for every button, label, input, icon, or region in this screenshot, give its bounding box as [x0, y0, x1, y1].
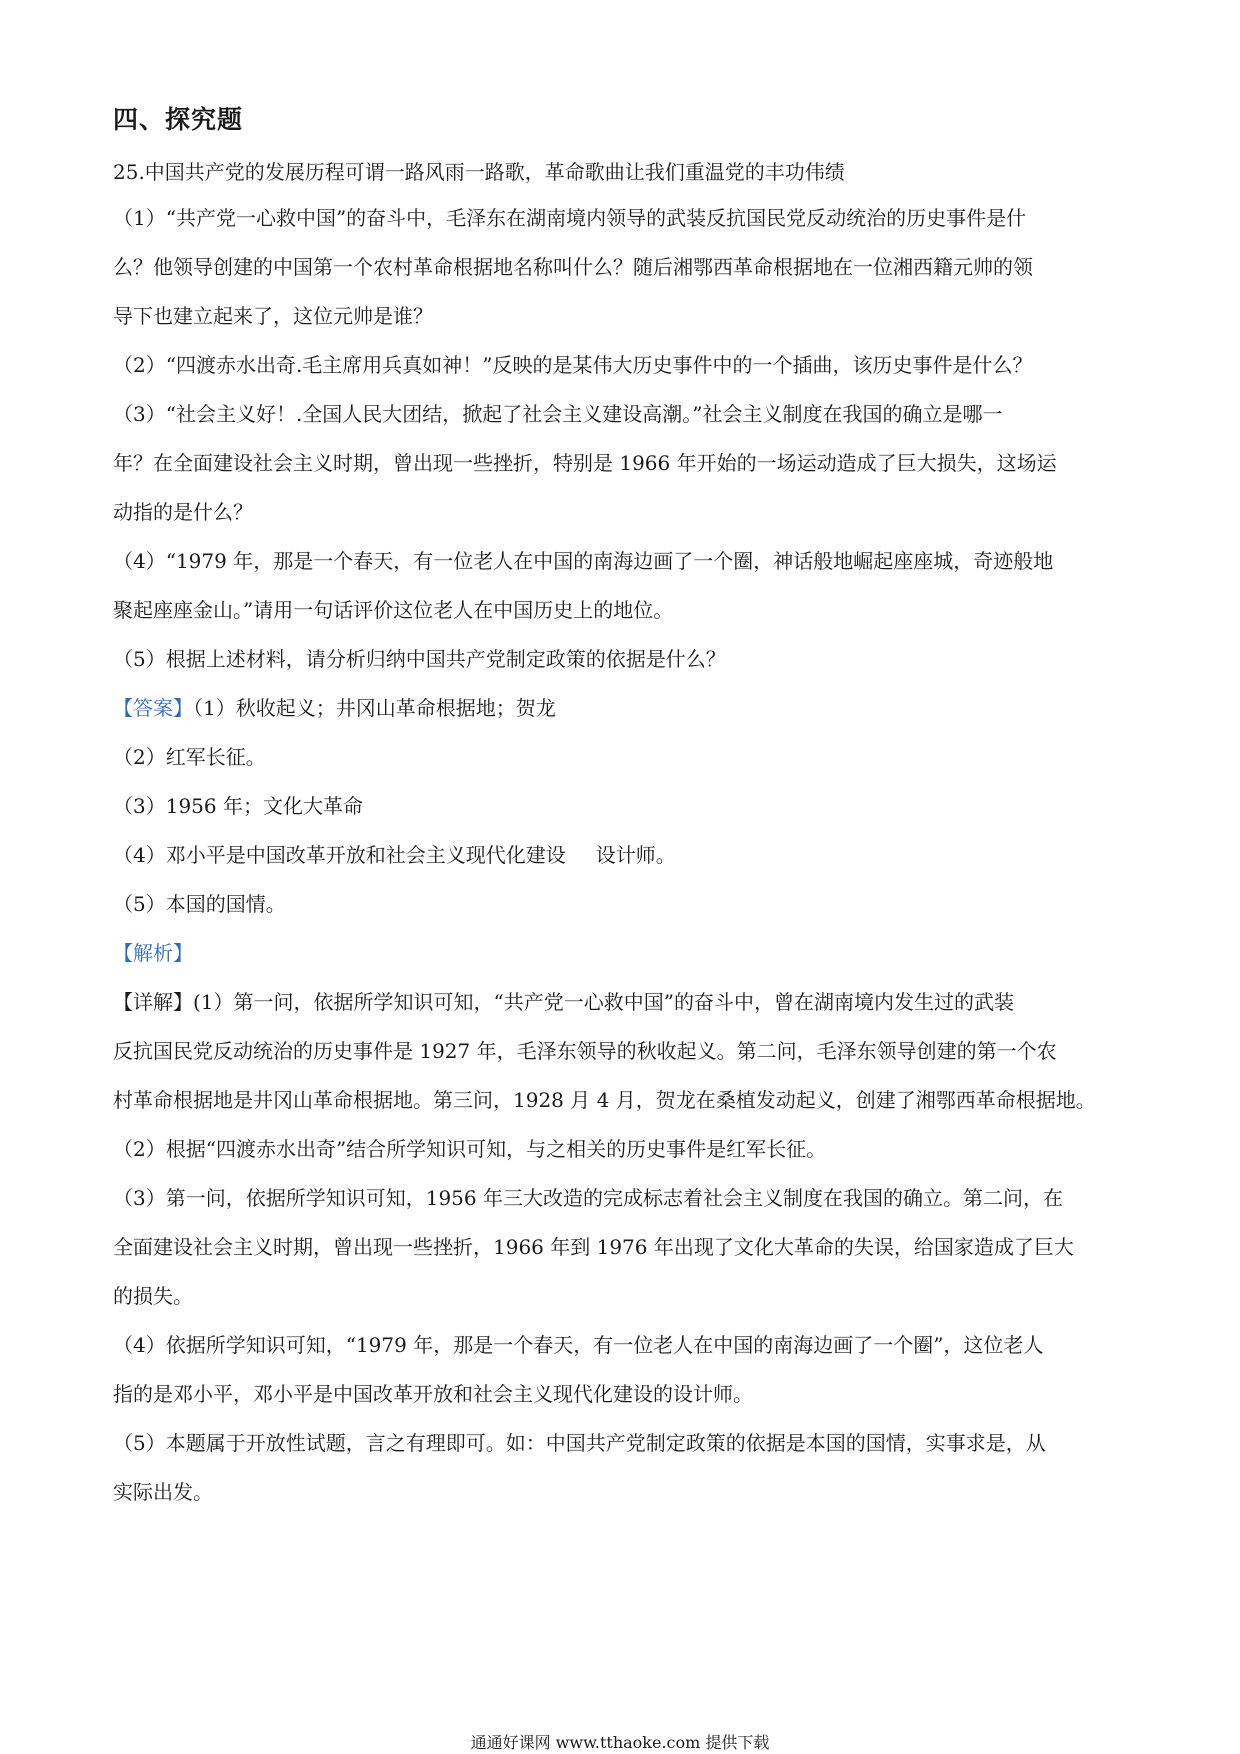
question-1-line-1: （1）“共产党一心救中国”的奋斗中，毛泽东在湖南境内领导的武装反抗国民党反动统治的历史事件是什: [113, 206, 1027, 230]
answer-line-1: [113, 684, 1133, 733]
answer-2: （2）红军长征。: [113, 745, 266, 769]
analysis-line-3: 村革命根据地是井冈山革命根据地。第三问，1928 月 4 月，贺龙在桑植发动起义，创建了湘鄂西革命根据地。: [113, 1088, 1096, 1112]
answer-5: （5）本国的国情。: [113, 892, 286, 916]
question-3-line-1: （3）“社会主义好！.全国人民大团结，掀起了社会主义建设高潮。”社会主义制度在我国的确立是哪一: [113, 402, 1003, 426]
question-4-line-1: （4）“1979 年，那是一个春天，有一位老人在中国的南海边画了一个圈，神话般地崛起座座城，奇迹般地: [113, 549, 1054, 573]
analysis-line-5: （3）第一问，依据所学知识可知，1956 年三大改造的完成标志着社会主义制度在我国的确立。第二问，在: [113, 1186, 1063, 1210]
analysis-line-6: 全面建设社会主义时期，曾出现一些挫折，1966 年到 1976 年出现了文化大革命的失误，给国家造成了巨大: [113, 1235, 1074, 1259]
question-content: [113, 150, 1133, 1517]
answer-4: [113, 831, 1133, 880]
analysis-line-9: 指的是邓小平，邓小平是中国改革开放和社会主义现代化建设的设计师。: [113, 1382, 753, 1406]
question-stem: 25.中国共产党的发展历程可谓一路风雨一路歌，革命歌曲让我们重温党的丰功伟绩: [113, 160, 845, 184]
question-5: （5）根据上述材料，请分析归纳中国共产党制定政策的依据是什么？: [113, 647, 726, 671]
question-1-line-3: 导下也建立起来了，这位元帅是谁？: [113, 304, 433, 328]
question-3-line-3: 动指的是什么？: [113, 500, 253, 524]
answer-tag: 【答案】: [113, 696, 193, 720]
answer-4-part-1: （4）邓小平是中国改革开放和社会主义现代化建设: [113, 843, 566, 867]
analysis-tag: 【解析】: [113, 941, 193, 965]
analysis-line-1: 【详解】(1）第一问，依据所学知识可知，“共产党一心救中国”的奋斗中，曾在湖南境内发生过的武装: [113, 990, 1014, 1014]
analysis-line-10: （5）本题属于开放性试题，言之有理即可。如：中国共产党制定政策的依据是本国的国情，实事求是，从: [113, 1431, 1046, 1455]
question-3-line-2: 年？在全面建设社会主义时期，曾出现一些挫折，特别是 1966 年开始的一场运动造成了巨大损失，这场运: [113, 451, 1057, 475]
analysis-line-7: 的损失。: [113, 1284, 193, 1308]
question-1-line-2: 么？他领导创建的中国第一个农村革命根据地名称叫什么？随后湘鄂西革命根据地在一位湘西籍元帅的领: [113, 255, 1033, 279]
question-2: （2）“四渡赤水出奇.毛主席用兵真如神！”反映的是某伟大历史事件中的一个插曲，该历史事件是什么？: [113, 353, 1033, 377]
analysis-line-8: （4）依据所学知识可知，“1979 年，那是一个春天，有一位老人在中国的南海边画了一个圈”，这位老人: [113, 1333, 1044, 1357]
answer-1: （1）秋收起义；井冈山革命根据地；贺龙: [193, 696, 556, 720]
page-footer: 通通好课网 www.tthaoke.com 提供下载: [470, 1733, 770, 1752]
answer-3: （3）1956 年；文化大革命: [113, 794, 363, 818]
analysis-line-11: 实际出发。: [113, 1480, 213, 1504]
analysis-line-2: 反抗国民党反动统治的历史事件是 1927 年，毛泽东领导的秋收起义。第二问，毛泽东领导创建的第一个农: [113, 1039, 1057, 1063]
answer-4-part-2: 设计师。: [595, 843, 676, 867]
analysis-line-4: （2）根据“四渡赤水出奇”结合所学知识可知，与之相关的历史事件是红军长征。: [113, 1137, 827, 1161]
section-title: 四、探究题: [113, 105, 244, 134]
question-4-line-2: 聚起座座金山。”请用一句话评价这位老人在中国历史上的地位。: [113, 598, 674, 622]
